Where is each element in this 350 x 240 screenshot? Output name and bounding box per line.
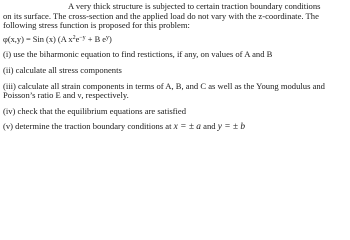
item-iv: (iv) check that the equilibrium equations are satisfied — [3, 106, 187, 116]
stress-function-lhs: φ(x,y) = Sin (x) (A x — [3, 35, 73, 44]
stress-function-exp3: y — [106, 35, 109, 41]
intro-line-2: on its surface. The cross-section and the applied load do not vary with the z-coordinate. The — [3, 11, 319, 21]
item-v-and: and — [201, 121, 218, 131]
item-ii: (ii) calculate all stress components — [3, 65, 122, 75]
item-v-cond-y: y = ± b — [217, 122, 246, 132]
intro-line-1: A very thick structure is subjected to certain traction boundary conditions — [68, 1, 321, 11]
item-v-cond-x: x = ± a — [173, 122, 201, 132]
stress-function-close: ) — [109, 35, 112, 44]
stress-function-tail: + B e — [85, 35, 106, 44]
item-iii-line-1: (iii) calculate all strain components in terms of A, B, and C as well as the Young modulus and — [3, 81, 325, 91]
stress-function-mid: e — [75, 35, 80, 44]
item-iii-line-2: Poisson’s ratio E and ν, respectively. — [3, 90, 129, 100]
stress-function-equation — [3, 35, 112, 45]
intro-line-3: following stress function is proposed for this problem: — [3, 20, 190, 30]
item-v — [3, 121, 245, 132]
item-v-text: (v) determine the traction boundary conditions at — [3, 121, 174, 131]
item-i: (i) use the biharmonic equation to find restictions, if any, on values of A and B — [3, 49, 273, 59]
stress-function-exp2: −y — [79, 35, 86, 41]
stress-function-exp1: 2 — [72, 35, 76, 41]
